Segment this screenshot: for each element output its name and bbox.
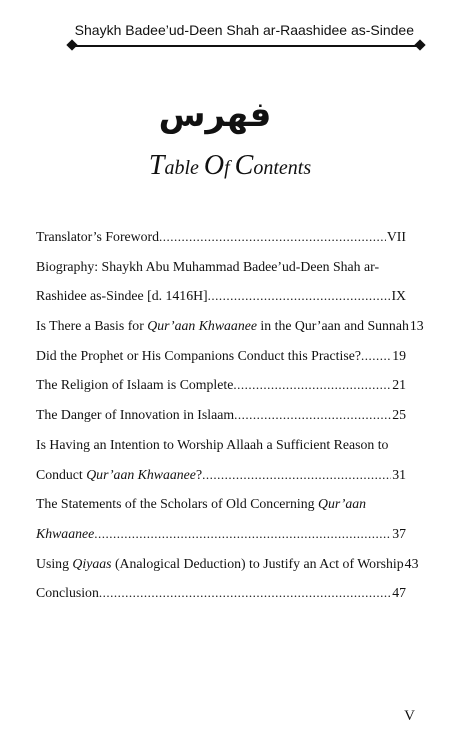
toc-entry-title: Did the Prophet or His Companions Conduct this Practise? bbox=[36, 347, 361, 363]
toc-dot-leader bbox=[208, 281, 391, 310]
table-of-contents bbox=[36, 222, 424, 608]
toc-entry-title: The Religion of Islaam is Complete bbox=[36, 377, 234, 393]
toc-page-number: 47 bbox=[392, 585, 406, 601]
toc-entry bbox=[36, 489, 406, 519]
toc-dot-leader bbox=[202, 460, 391, 489]
toc-entry bbox=[36, 400, 406, 430]
toc-page-number: 31 bbox=[392, 466, 406, 482]
toc-dot-leader bbox=[94, 519, 391, 548]
toc-dot-leader bbox=[361, 341, 391, 370]
toc-page-number: 21 bbox=[392, 377, 406, 393]
toc-entry-title: The Danger of Innovation in Islaam bbox=[36, 407, 235, 423]
toc-entry-title: Conduct Qur’aan Khwaanee? bbox=[36, 466, 203, 482]
toc-dot-leader bbox=[99, 578, 391, 607]
toc-entry bbox=[36, 549, 419, 579]
toc-entry-title: Biography: Shaykh Abu Muhammad Badee’ud-Deen Shah ar- bbox=[36, 258, 380, 274]
toc-entry bbox=[36, 460, 406, 490]
toc-page-number: IX bbox=[391, 288, 406, 304]
header-rule-ornament-right bbox=[414, 39, 425, 50]
toc-page-number: 25 bbox=[392, 407, 406, 423]
toc-entry bbox=[36, 341, 406, 371]
toc-entry-title: The Statements of the Scholars of Old Concerning Qur’aan bbox=[36, 496, 367, 512]
header-rule-ornament-left bbox=[66, 39, 77, 50]
toc-entry-title: Rashidee as-Sindee [d. 1416H] bbox=[36, 288, 208, 304]
toc-entry bbox=[36, 578, 406, 608]
toc-entry bbox=[36, 281, 406, 311]
toc-page-number: 43 bbox=[404, 555, 419, 571]
arabic-calligraphy-heading bbox=[150, 95, 280, 147]
page-title: Table Of Contents bbox=[148, 150, 312, 181]
toc-entry bbox=[36, 252, 406, 282]
toc-dot-leader bbox=[233, 370, 391, 399]
toc-page-number: VII bbox=[386, 229, 406, 244]
toc-dot-leader bbox=[159, 222, 386, 251]
header-rule bbox=[72, 45, 420, 47]
arabic-heading-text: فهرس bbox=[158, 95, 272, 135]
toc-entry bbox=[36, 222, 406, 252]
toc-entry-title: Translator’s Foreword bbox=[36, 229, 160, 244]
toc-entry-title: Conclusion bbox=[36, 585, 99, 601]
page-number: V bbox=[404, 708, 415, 724]
toc-entry bbox=[36, 370, 406, 400]
toc-entry bbox=[36, 311, 424, 341]
toc-entry-title: Is There a Basis for Qur’aan Khwaanee in the Qur’aan and Sunnah bbox=[36, 318, 409, 334]
running-head: Shaykh Badee’ud-Deen Shah ar-Raashidee as-Sindee bbox=[74, 22, 414, 38]
toc-entry-title: Khwaanee bbox=[36, 525, 95, 541]
toc-entry bbox=[36, 519, 406, 549]
toc-entry-title: Using Qiyaas (Analogical Deduction) to Justify an Act of Worship bbox=[36, 555, 404, 571]
toc-page-number: 19 bbox=[392, 347, 406, 363]
toc-entry-title: Is Having an Intention to Worship Allaah a Sufficient Reason to bbox=[36, 436, 389, 452]
toc-dot-leader bbox=[234, 400, 391, 429]
toc-page-number: 37 bbox=[392, 525, 406, 541]
toc-entry bbox=[36, 430, 406, 460]
toc-page-number: 13 bbox=[409, 318, 424, 334]
